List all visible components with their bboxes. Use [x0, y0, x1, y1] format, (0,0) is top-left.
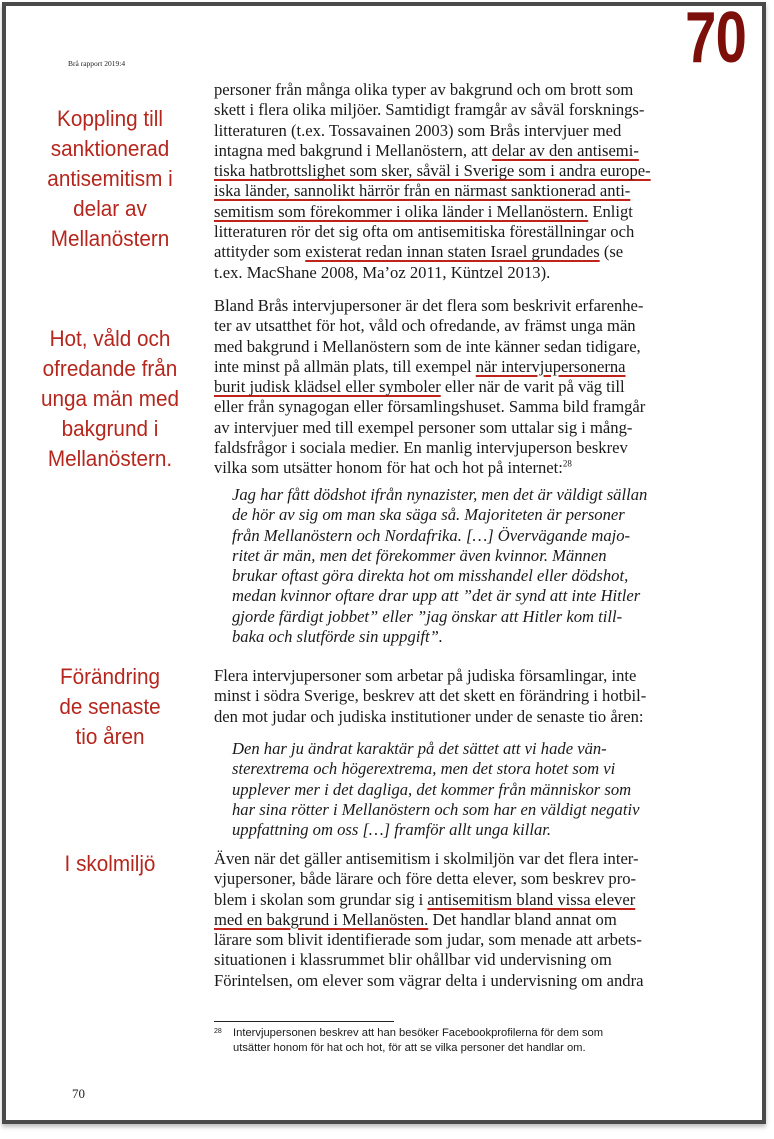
annotation-line: tio åren: [75, 724, 145, 749]
footnote-number: 28: [214, 1028, 222, 1035]
text-line: ritet är män, men det förekommer även kvinnor. Männen: [232, 545, 607, 565]
text-line: upplever mer i det dagliga, det kommer från människor som: [232, 779, 632, 799]
text-line: Även när det gäller antisemitism i skolmiljön var det flera inter-: [214, 849, 639, 868]
underlined-highlight: burit judisk klädsel eller symboler: [214, 377, 441, 397]
footnote-line: Intervjupersonen beskrev att han besöker Facebookprofilerna för dem som: [233, 1027, 604, 1039]
block-quote-1: [232, 485, 687, 647]
text-line: inte minst på allmän plats, till exempel när intervjupersonerna: [214, 356, 626, 376]
text-line: Jag har fått dödshot ifrån nynazister, men det är väldigt sällan: [232, 485, 648, 504]
text-line: minst i södra Sverige, beskrev att det skett en förändring i hotbil-: [214, 686, 647, 706]
paragraph-2: [214, 296, 684, 479]
text-line: blem i skolan som grundar sig i antisemitism bland vissa elever: [214, 889, 636, 909]
text-line: från Mellanöstern och Nordafrika. […] Övervägande majo-: [232, 525, 631, 545]
running-head: Brå rapport 2019:4: [68, 59, 126, 68]
text-line: uppfattning om oss […] framför allt unga killar.: [232, 820, 552, 840]
annotation-line: Förändring: [59, 664, 161, 689]
margin-annotation-forandring: [27, 662, 193, 752]
text-line: semitism som förekommer i olika länder i Mellanöstern. Enligt: [214, 201, 633, 221]
margin-annotation-koppling: [27, 104, 193, 254]
text-line: medan kvinnor oftare drar upp att ”det är synd att inte Hitler: [232, 586, 641, 606]
text-line: Förintelsen, om elever som vägrar delta i undervisning om andra: [214, 970, 644, 990]
text-line: med bakgrund i Mellanöstern som de inte känner sedan tidigare,: [214, 336, 641, 356]
underlined-highlight: antisemitism bland vissa elever: [427, 889, 636, 909]
text-line: litteraturen (t.ex. Tossavainen 2003) som Brås intervjuer med: [214, 120, 622, 140]
annotation-line: Hot, våld och: [49, 326, 171, 351]
footnote: [214, 1026, 674, 1056]
margin-annotation-hot: [27, 324, 193, 474]
text-line: faldsfrågor i sociala medier. En manlig intervjuperson beskrev: [214, 438, 628, 458]
text-line: baka och slutförde sin uppgift”.: [232, 627, 443, 647]
text-line: vilka som utsätter honom för hat och hot på internet:$^{28}$: [214, 458, 572, 478]
footnote-reference[interactable]: 28: [562, 458, 572, 469]
text-line: ter av utsatthet för hot, våld och ofredande, av främst unga män: [214, 316, 636, 336]
text-line: gjorde färdigt jobbet” eller ”jag önskar att Hitler kom till-: [232, 606, 623, 626]
text-line: Bland Brås intervjupersoner är det flera som beskrivit erfarenhe-: [214, 296, 644, 315]
text-line: brukar oftast göra direkta hot om misshandel eller dödshot,: [232, 566, 629, 586]
annotation-line: ofredande från: [42, 356, 178, 381]
document-page: [2, 2, 766, 1124]
text-line: lärare som blivit identifierade som judar, som menade att arbets-: [214, 930, 642, 950]
footnote-divider: [214, 1021, 394, 1022]
text-line: eller från synagogan eller församlingshuset. Samma bild framgår: [214, 397, 646, 417]
annotation-line: I skolmiljö: [64, 851, 156, 876]
annotation-line: Koppling till: [57, 106, 163, 131]
large-page-number: 70: [685, 0, 746, 78]
footer-page-number: 70: [72, 1086, 85, 1101]
text-line: t.ex. MacShane 2008, Ma’oz 2011, Küntzel 2013).: [214, 262, 551, 282]
paragraph-1: [214, 80, 684, 283]
text-line: litteraturen rör det sig ofta om antisemitiska föreställningar och: [214, 222, 635, 242]
paragraph-4: [214, 849, 684, 991]
text-line: Den har ju ändrat karaktär på det sättet att vi hade vän-: [232, 739, 607, 758]
text-line: sterextrema och högerextrema, men det stora hotet som vi: [232, 759, 616, 779]
underlined-highlight: när intervjupersonerna: [475, 356, 626, 376]
text-line: intagna med bakgrund i Mellanöstern, att delar av den antisemi-: [214, 140, 639, 160]
annotation-line: antisemitism i: [47, 166, 173, 191]
text-line: burit judisk klädsel eller symboler eller när de varit på väg till: [214, 377, 625, 397]
underlined-highlight: existerat redan innan staten Israel grundades: [305, 242, 600, 262]
text-line: vjupersoner, både lärare och före detta elever, som beskrev pro-: [214, 869, 637, 889]
annotation-line: delar av: [73, 196, 147, 221]
block-quote-2: [232, 739, 687, 840]
underlined-highlight: delar av den antisemi-: [491, 140, 639, 160]
footnote-line: utsätter honom för hat och hot, för att se vilka personer det handlar om.: [233, 1042, 586, 1054]
text-line: attityder som existerat redan innan staten Israel grundades (se: [214, 242, 624, 262]
text-line: den mot judar och judiska institutioner under de senaste tio åren:: [214, 706, 644, 726]
underlined-highlight: iska länder, sannolikt härrör från en närmast sanktionerad anti-: [214, 181, 631, 201]
annotation-line: de senaste: [59, 694, 161, 719]
margin-annotation-skolmiljo: [27, 849, 193, 879]
text-line: Flera intervjupersoner som arbetar på judiska församlingar, inte: [214, 666, 637, 685]
paragraph-3: [214, 666, 684, 727]
text-line: skett i flera olika miljöer. Samtidigt framgår av såväl forsknings-: [214, 100, 645, 120]
text-line: personer från många olika typer av bakgrund och om brott som: [214, 80, 634, 99]
annotation-line: Mellanöstern: [50, 226, 170, 251]
text-line: situationen i klassrummet blir ohållbar vid undervisning om: [214, 950, 612, 970]
underlined-highlight: med en bakgrund i Mellanösten.: [214, 909, 429, 929]
underlined-highlight: semitism som förekommer i olika länder i Mellanöstern.: [214, 201, 589, 221]
text-line: av intervjuer med till exempel personer som uttalar sig i mång-: [214, 417, 633, 437]
underlined-highlight: tiska hatbrottslighet som sker, såväl i Sverige som i andra europe-: [214, 161, 651, 181]
annotation-line: Mellanöstern.: [47, 446, 173, 471]
annotation-line: bakgrund i: [61, 416, 159, 441]
text-line: har sina rötter i Mellanöstern och som har en väldigt negativ: [232, 799, 640, 819]
annotation-line: unga män med: [40, 386, 180, 411]
text-line: med en bakgrund i Mellanösten. Det handlar bland annat om: [214, 909, 617, 929]
annotation-line: sanktionerad: [50, 136, 170, 161]
text-line: de hör av sig om man ska säga så. Majoriteten är personer: [232, 505, 625, 525]
